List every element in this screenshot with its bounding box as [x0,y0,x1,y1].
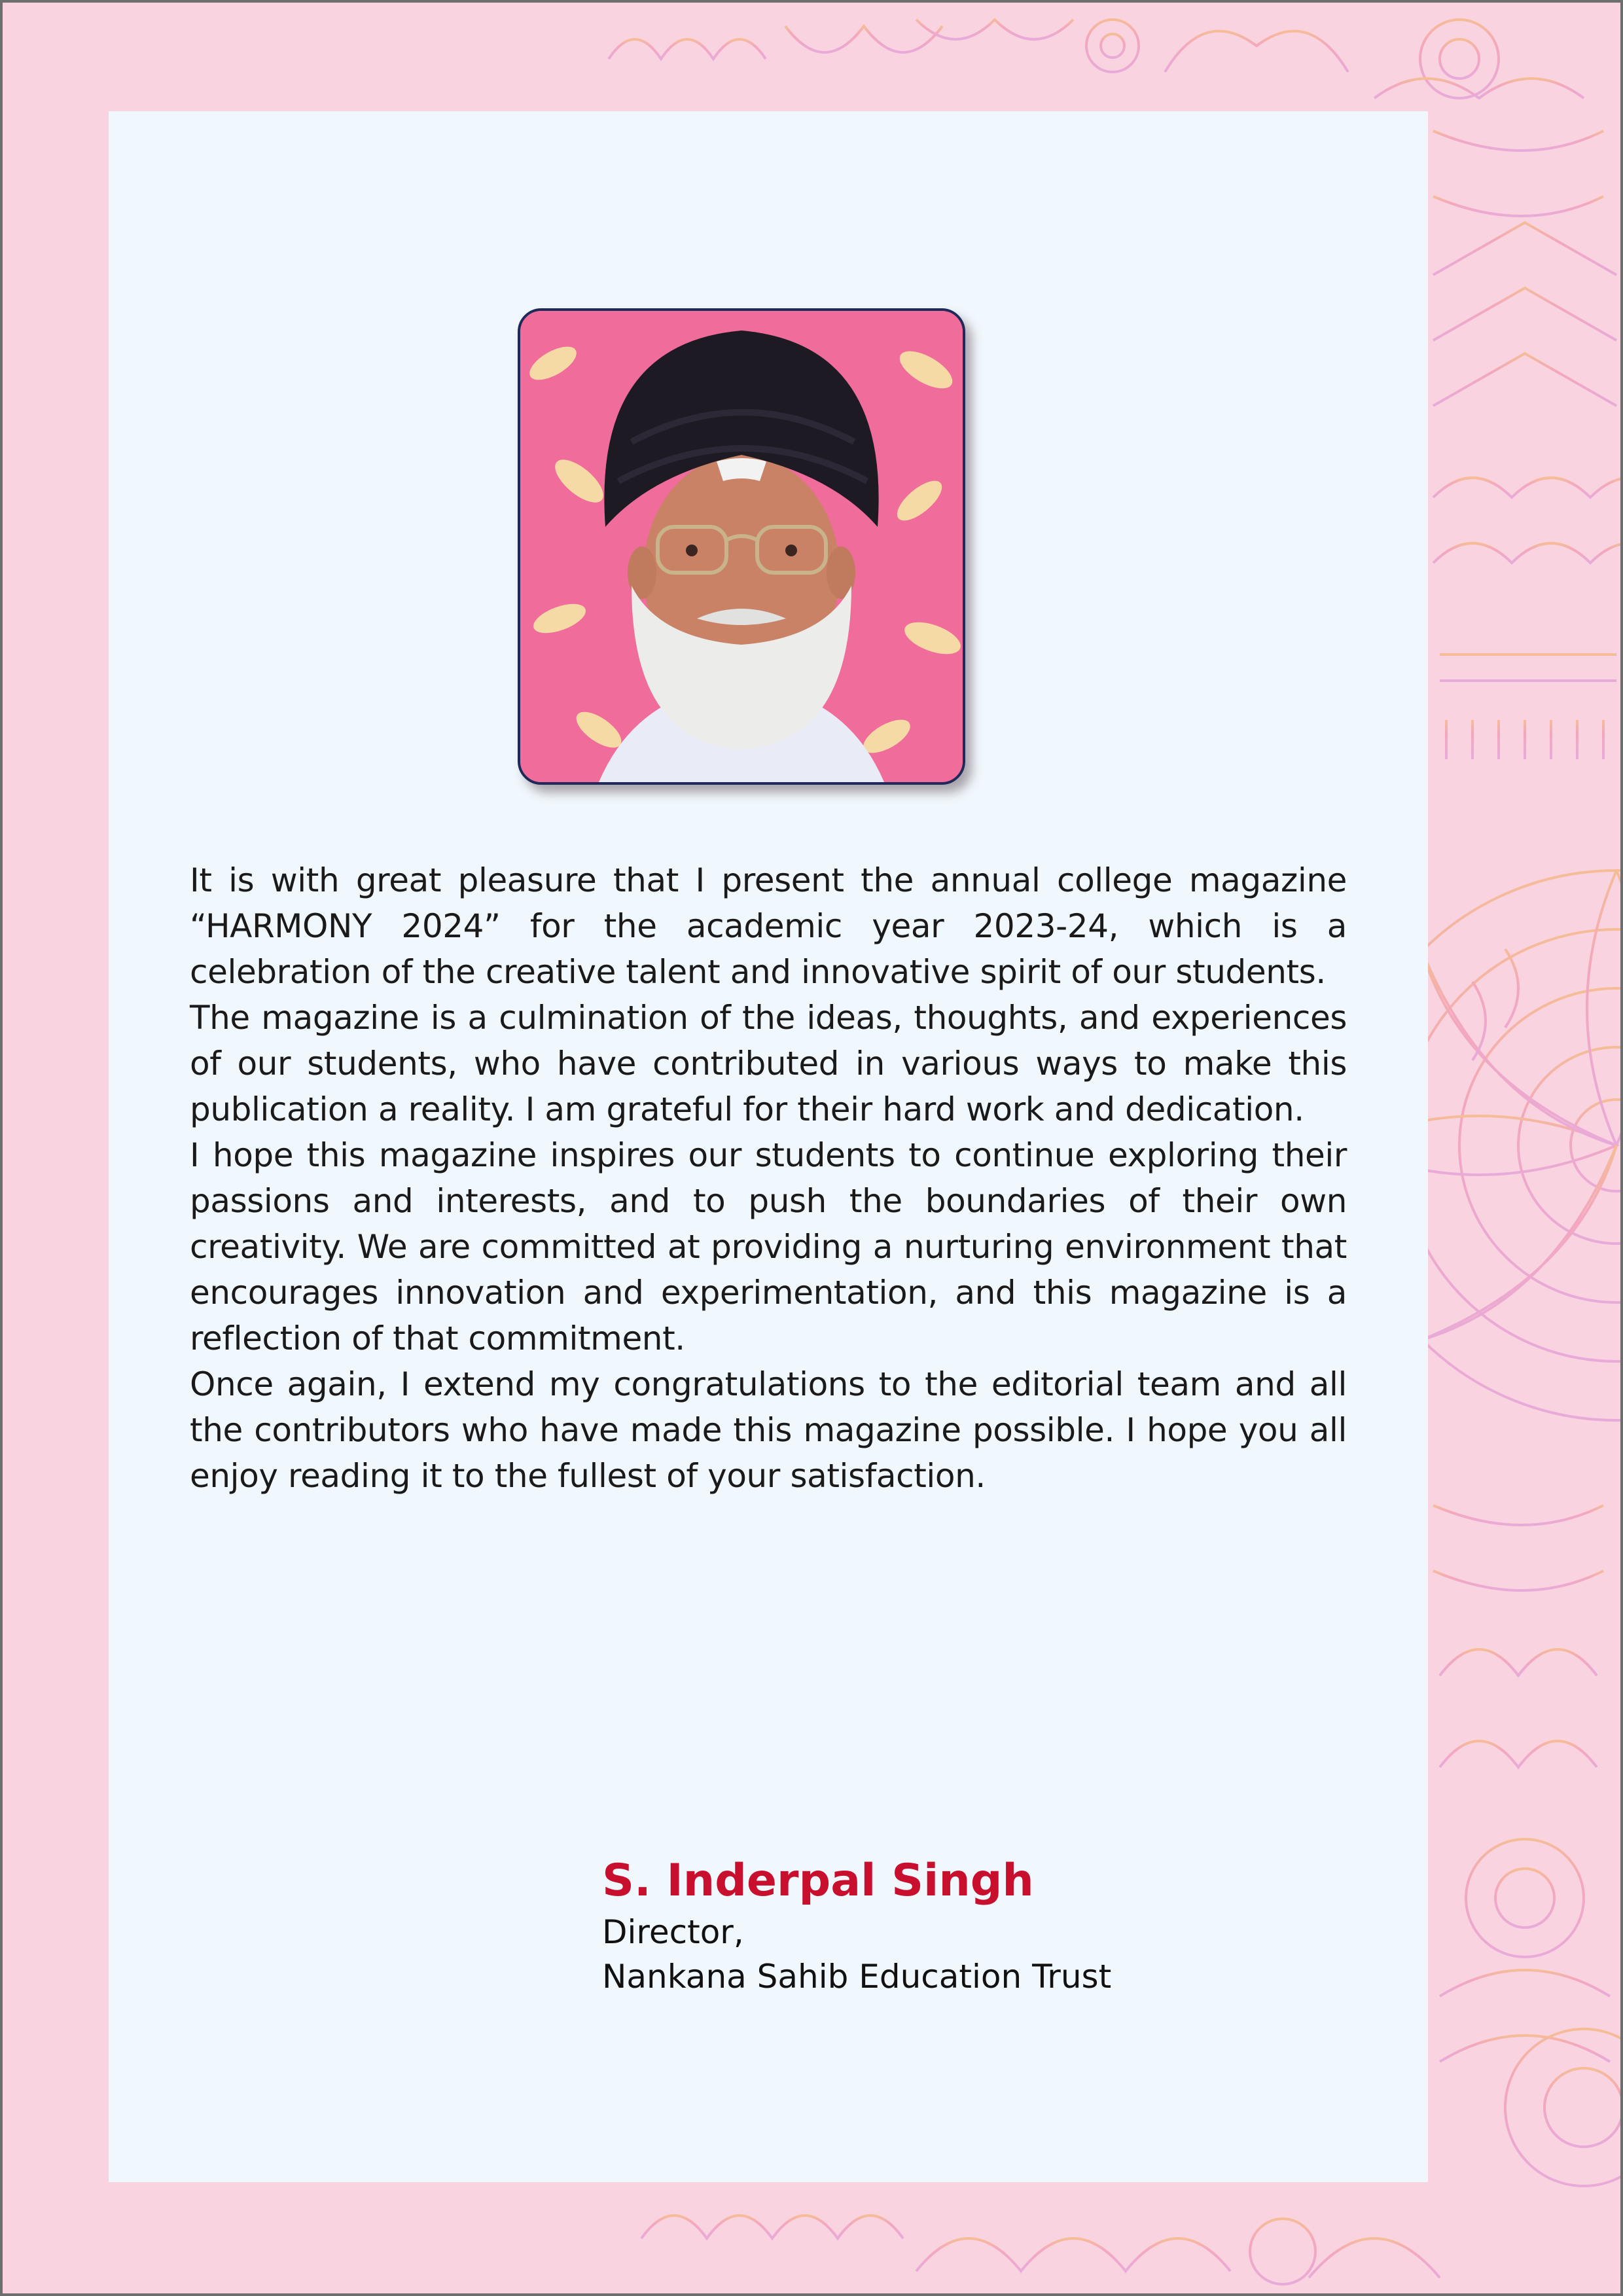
signature-block [602,1852,1111,1999]
signatory-organization: Nankana Sahib Education Trust [602,1958,1112,1996]
portrait-illustration [520,311,963,782]
message-paragraph: The magazine is a culmination of the ideas, thoughts, and experiences of our students, who have contributed in various ways to make this publication a reality. I am grateful for their hard work and dedication. [190,999,1347,1128]
message-paragraph: It is with great pleasure that I present the annual college magazine “HARMONY 2024” for the academic year 2023-24, which is a celebration of the creative talent and innovative spirit of our students. [190,861,1347,991]
message-paragraph: I hope this magazine inspires our students to continue exploring their passions and interests, and to push the boundaries of their own creativity. We are committed at providing a nurturing environment that encourages innovation and experimentation, and this magazine is a reflection of that commitment. [190,1136,1347,1357]
director-portrait-photo [518,308,965,785]
signatory-title: Director, [602,1913,744,1951]
message-body [190,857,1347,1499]
signatory-name: S. Inderpal Singh [602,1855,1034,1907]
message-paragraph: Once again, I extend my congratulations to the editorial team and all the contributors who have made this magazine possible. I hope you all enjoy reading it to the fullest of your satisfaction. [190,1365,1347,1495]
